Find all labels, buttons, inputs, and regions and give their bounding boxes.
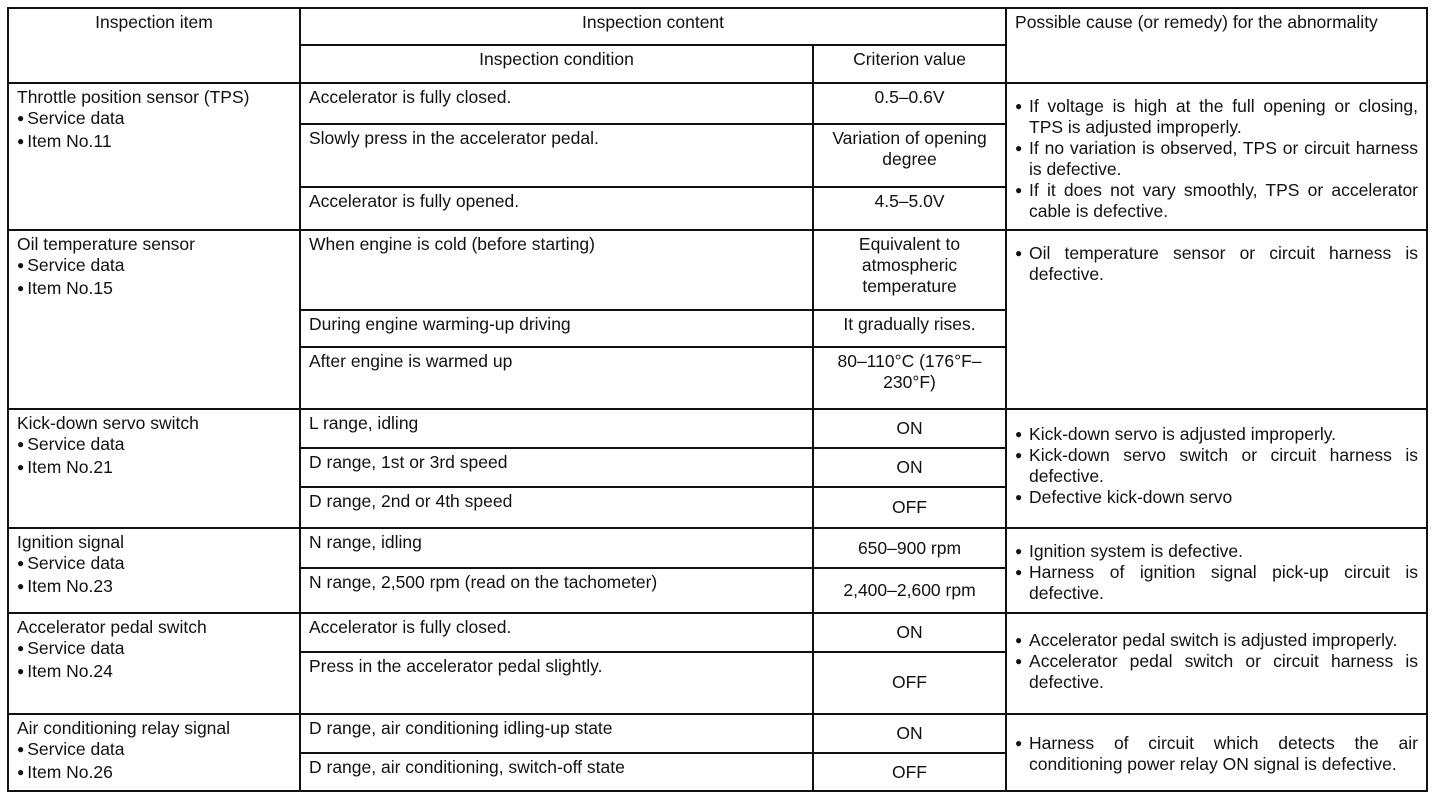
inspection-condition-cell: D range, air conditioning idling-up state xyxy=(300,714,813,754)
inspection-item-bullet: ● Item No.11 xyxy=(17,131,291,154)
header-inspection-content: Inspection content xyxy=(300,8,1006,45)
inspection-condition-cell: Slowly press in the accelerator pedal. xyxy=(300,124,813,187)
inspection-item-name: Air conditioning relay signal xyxy=(17,717,231,738)
criterion-value-cell: It gradually rises. xyxy=(813,310,1006,347)
cause-item: ● Accelerator pedal switch or circuit harness is defective. xyxy=(1015,651,1418,693)
table-row xyxy=(8,528,1427,567)
inspection-condition-cell: Accelerator is fully opened. xyxy=(300,187,813,230)
inspection-item-bullet: ● Item No.26 xyxy=(17,762,291,785)
table-body xyxy=(8,83,1427,791)
table-row xyxy=(8,230,1427,310)
inspection-item-name: Kick-down servo switch xyxy=(17,413,199,434)
inspection-item-bullet: ● Item No.15 xyxy=(17,278,291,301)
criterion-value-cell: OFF xyxy=(813,487,1006,528)
cause-item: ● Oil temperature sensor or circuit harness is defective. xyxy=(1015,243,1418,285)
inspection-condition-cell: After engine is warmed up xyxy=(300,347,813,409)
criterion-value-cell: Variation of opening degree xyxy=(813,124,1006,187)
possible-cause-cell xyxy=(1006,613,1427,714)
inspection-item-bullet: ● Service data xyxy=(17,553,291,576)
table-row xyxy=(8,409,1427,448)
inspection-item-name: Accelerator pedal switch xyxy=(17,616,207,637)
header-inspection-item: Inspection item xyxy=(8,8,300,83)
cause-item: ● If voltage is high at the full opening or closing, TPS is adjusted improperly. xyxy=(1015,96,1418,138)
cause-item: ● Ignition system is defective. xyxy=(1015,541,1418,562)
criterion-value-cell: ON xyxy=(813,448,1006,487)
inspection-condition-cell: D range, 1st or 3rd speed xyxy=(300,448,813,487)
table-row xyxy=(8,714,1427,754)
inspection-item-bullet: ● Item No.23 xyxy=(17,576,291,599)
inspection-item-cell xyxy=(8,83,300,230)
inspection-table xyxy=(7,7,1428,792)
cause-list xyxy=(1015,96,1418,222)
inspection-item-bullet: ● Item No.24 xyxy=(17,661,291,684)
inspection-item-bullet: ● Service data xyxy=(17,434,291,457)
inspection-condition-cell: Accelerator is fully closed. xyxy=(300,83,813,124)
header-inspection-condition: Inspection condition xyxy=(300,45,813,82)
possible-cause-cell xyxy=(1006,528,1427,612)
header-criterion-value: Criterion value xyxy=(813,45,1006,82)
criterion-value-cell: 0.5–0.6V xyxy=(813,83,1006,124)
criterion-value-cell: OFF xyxy=(813,652,1006,714)
inspection-condition-cell: N range, idling xyxy=(300,528,813,567)
inspection-condition-cell: D range, air conditioning, switch-off state xyxy=(300,753,813,791)
possible-cause-cell xyxy=(1006,230,1427,409)
cause-list xyxy=(1015,541,1418,604)
cause-item: ● Defective kick-down servo xyxy=(1015,487,1418,508)
inspection-condition-cell: When engine is cold (before starting) xyxy=(300,230,813,310)
header-possible-cause: Possible cause (or remedy) for the abnormality xyxy=(1006,8,1427,83)
cause-list xyxy=(1015,733,1418,775)
criterion-value-cell: OFF xyxy=(813,753,1006,791)
inspection-item-cell xyxy=(8,714,300,791)
inspection-item-cell xyxy=(8,528,300,612)
cause-item: ● Harness of ignition signal pick-up circuit is defective. xyxy=(1015,562,1418,604)
criterion-value-cell: Equivalent to atmospheric temperature xyxy=(813,230,1006,310)
criterion-value-cell: 4.5–5.0V xyxy=(813,187,1006,230)
inspection-item-cell xyxy=(8,613,300,714)
inspection-item-cell xyxy=(8,230,300,409)
cause-item: ● Kick-down servo is adjusted improperly. xyxy=(1015,424,1418,445)
inspection-condition-cell: Accelerator is fully closed. xyxy=(300,613,813,652)
inspection-condition-cell: L range, idling xyxy=(300,409,813,448)
inspection-condition-cell: During engine warming-up driving xyxy=(300,310,813,347)
criterion-value-cell: 650–900 rpm xyxy=(813,528,1006,567)
criterion-value-cell: ON xyxy=(813,714,1006,754)
inspection-item-bullet: ● Service data xyxy=(17,638,291,661)
inspection-item-bullet: ● Service data xyxy=(17,739,291,762)
criterion-value-cell: ON xyxy=(813,409,1006,448)
criterion-value-cell: ON xyxy=(813,613,1006,652)
cause-list xyxy=(1015,630,1418,693)
table-row xyxy=(8,613,1427,652)
inspection-item-name: Throttle position sensor (TPS) xyxy=(17,86,250,107)
inspection-item-name: Oil temperature sensor xyxy=(17,234,195,255)
cause-item: ● Harness of circuit which detects the air conditioning power relay ON signal is defective. xyxy=(1015,733,1418,775)
table-row xyxy=(8,83,1427,124)
inspection-item-bullet: ● Item No.21 xyxy=(17,457,291,480)
cause-item: ● If no variation is observed, TPS or circuit harness is defective. xyxy=(1015,138,1418,180)
cause-item: ● Kick-down servo switch or circuit harness is defective. xyxy=(1015,445,1418,487)
inspection-item-cell xyxy=(8,409,300,528)
cause-list xyxy=(1015,243,1418,285)
cause-list xyxy=(1015,424,1418,508)
inspection-condition-cell: D range, 2nd or 4th speed xyxy=(300,487,813,528)
criterion-value-cell: 2,400–2,600 rpm xyxy=(813,568,1006,613)
inspection-condition-cell: Press in the accelerator pedal slightly. xyxy=(300,652,813,714)
cause-item: ● Accelerator pedal switch is adjusted improperly. xyxy=(1015,630,1418,651)
possible-cause-cell xyxy=(1006,714,1427,791)
criterion-value-cell: 80–110°C (176°F–230°F) xyxy=(813,347,1006,409)
possible-cause-cell xyxy=(1006,83,1427,230)
inspection-condition-cell: N range, 2,500 rpm (read on the tachometer) xyxy=(300,568,813,613)
inspection-item-bullet: ● Service data xyxy=(17,255,291,278)
possible-cause-cell xyxy=(1006,409,1427,528)
cause-item: ● If it does not vary smoothly, TPS or accelerator cable is defective. xyxy=(1015,180,1418,222)
inspection-item-name: Ignition signal xyxy=(17,532,125,553)
inspection-item-bullet: ● Service data xyxy=(17,108,291,131)
